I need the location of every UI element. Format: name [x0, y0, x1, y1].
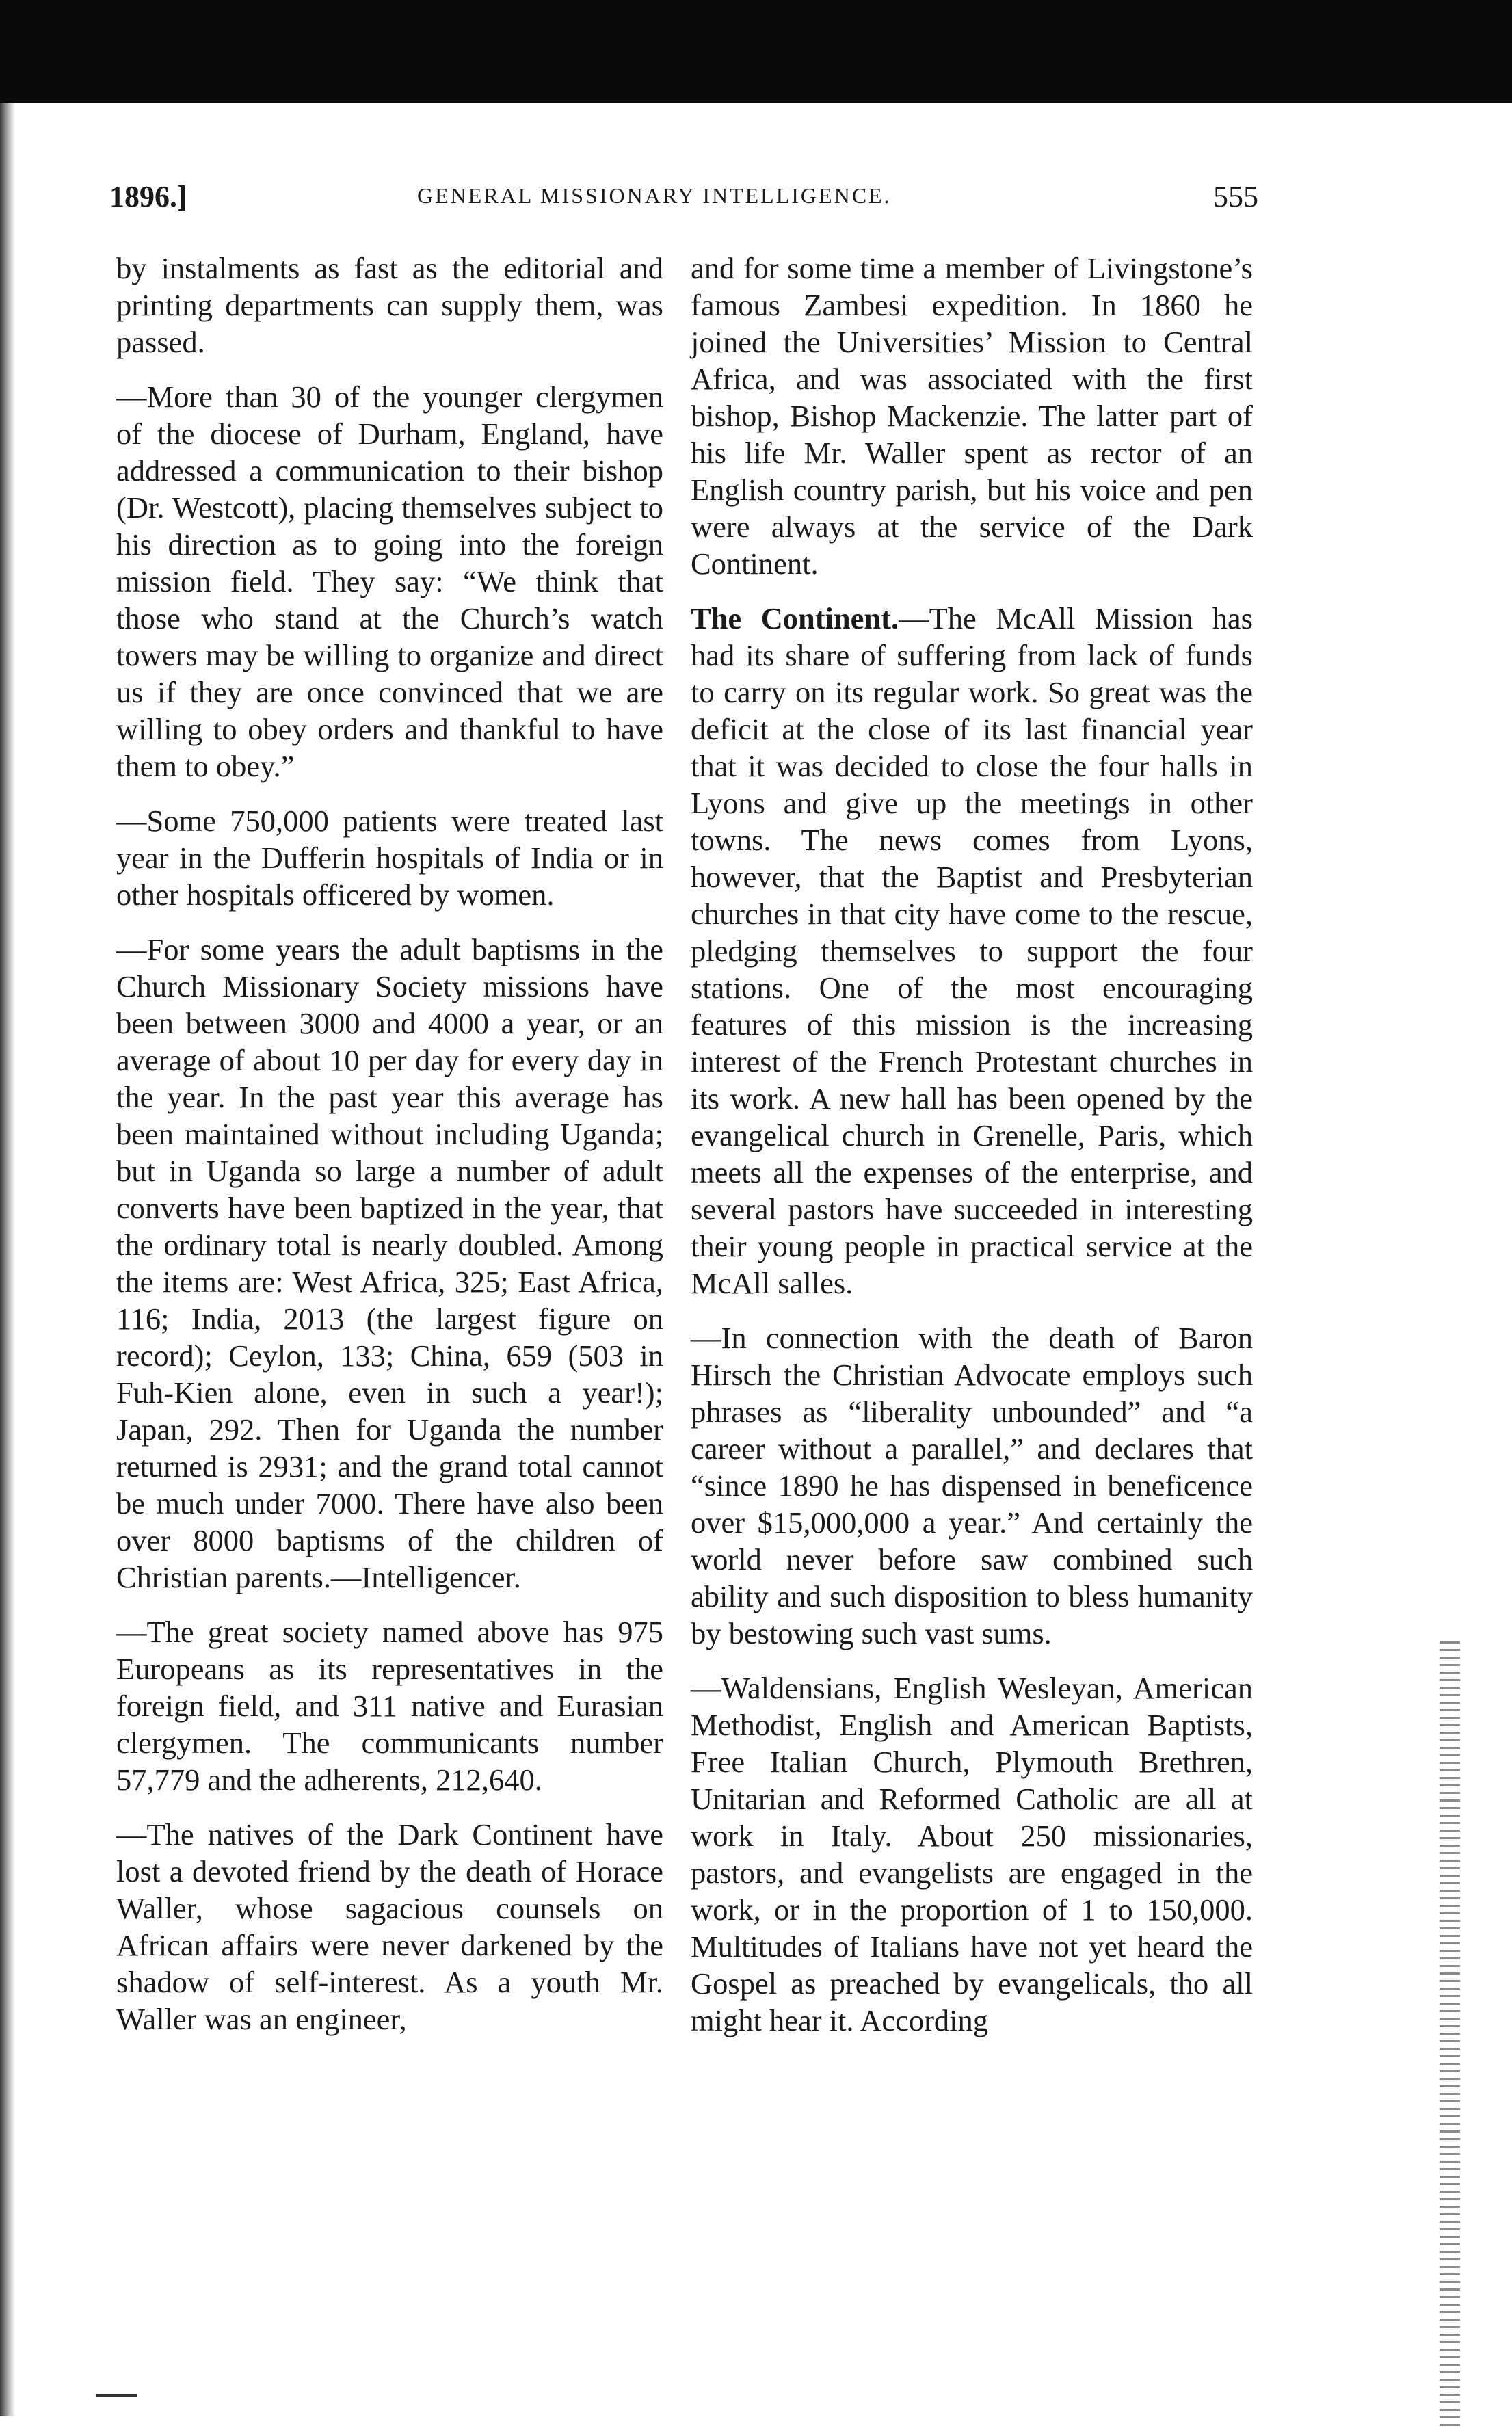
paragraph-dufferin-hospitals: —Some 750,000 patients were treated last year in the Dufferin hospitals of India or in other hospitals officered by women.	[116, 804, 663, 912]
paragraph-cms-baptisms: —For some years the adult baptisms in the Church Missionary Society missions have been between 3000 and 4000 a year, or an average of about 10 per day for every day in the year. In the past year this average has been maintained without including Uganda; but in Uganda so large a number of adult converts have been baptized in the year, that the ordinary total is nearly doubled. Among the items are: West Africa, 325; East Africa, 116; India, 2013 (the largest figure on record); Ceylon, 133; China, 659 (503 in Fuh-Kien alone, even in such a year!); Japan, 292. Then for Uganda the number returned is 2931; and the grand total cannot be much under 7000. There have also been over 8000 baptisms of the children of Christian parents.—Intelligencer.	[116, 932, 663, 1594]
paragraph-waller-continued: and for some time a member of Livingstone’s famous Zambesi expedition. In 1860 he joined the Universities’ Mission to Central Africa, and was associated with the first bishop, Bishop Mackenzie. The latter part of his life Mr. Waller spent as rector of an English country parish, but his voice and pen were always at the service of the Dark Continent.	[691, 251, 1253, 581]
scan-left-edge	[0, 103, 15, 2416]
paragraph-the-continent	[691, 600, 1253, 1302]
page-header	[109, 179, 1258, 220]
left-column	[116, 250, 663, 2055]
paragraph-durham-clergy: —More than 30 of the younger clergymen of the diocese of Durham, England, have addressed a communication to their bishop (Dr. Westcott), placing themselves subject to his direction as to going into the foreign mission field. They say: “We think that those who stand at the Church’s watch towers may be willing to organize and direct us if they are once convinced that we are willing to obey orders and thankful to have them to obey.”	[116, 380, 663, 783]
paragraph-italy-missions: —Waldensians, English Wesleyan, American Methodist, English and American Baptists, Free Italian Church, Plymouth Brethren, Unitarian and Reformed Catholic are all at work in Italy. About 250 missionaries, pastors, and evangelists are engaged in the work, or in the proportion of 1 to 150,000. Multitudes of Italians have not yet heard the Gospel as preached by evangelicals, tho all might hear it. According	[691, 1671, 1253, 2037]
paragraph-horace-waller: —The natives of the Dark Continent have lost a devoted friend by the death of Horace Waller, whose sagacious counsels on African affairs were never darkened by the shadow of self-interest. As a youth Mr. Waller was an engineer,	[116, 1817, 663, 2036]
scan-top-border	[0, 0, 1512, 103]
paragraph-baron-hirsch: —In connection with the death of Baron Hirsch the Christian Advocate employs such phrases as “liberality unbounded” and “a career without a parallel,” and declares that “since 1890 he has dispensed in beneficence over $15,000,000 a year.” And certainly the world never before saw combined such ability and such disposition to bless humanity by bestowing such vast sums.	[691, 1321, 1253, 1650]
paragraph-society-europeans: —The great society named above has 975 Europeans as its representatives in the foreign field, and 311 native and Eurasian clergymen. The communicants number 57,779 and the adherents, 212,640.	[116, 1615, 663, 1797]
right-column	[691, 250, 1253, 2057]
bottom-margin-mark	[96, 2394, 137, 2397]
scan-edge-artifact	[1440, 1641, 1460, 2428]
header-year: 1896.]	[109, 180, 187, 213]
section-lead-the-continent: The Continent.	[691, 601, 899, 635]
paragraph-mcall-mission-text: —The McAll Mission has had its share of suffering from lack of funds to carry on its regular work. So great was the deficit at the close of its last financial year that it was decided to close the four halls in Lyons and give up the meetings in other towns. The news comes from Lyons, however, that the Baptist and Presbyterian churches in that city have come to the rescue, pledging themselves to support the four stations. One of the most encouraging features of this mission is the increasing interest of the French Protestant churches in its work. A new hall has been opened by the evangelical church in Grenelle, Paris, which meets all the expenses of the enterprise, and several pastors have succeeded in interesting their young people in practical service at the McAll salles.	[691, 601, 1253, 1300]
running-title: GENERAL MISSIONARY INTELLIGENCE.	[417, 183, 892, 208]
page-number: 555	[1213, 180, 1258, 213]
paragraph-continued: by instalments as fast as the editorial and printing departments can supply them, was passed.	[116, 251, 663, 359]
